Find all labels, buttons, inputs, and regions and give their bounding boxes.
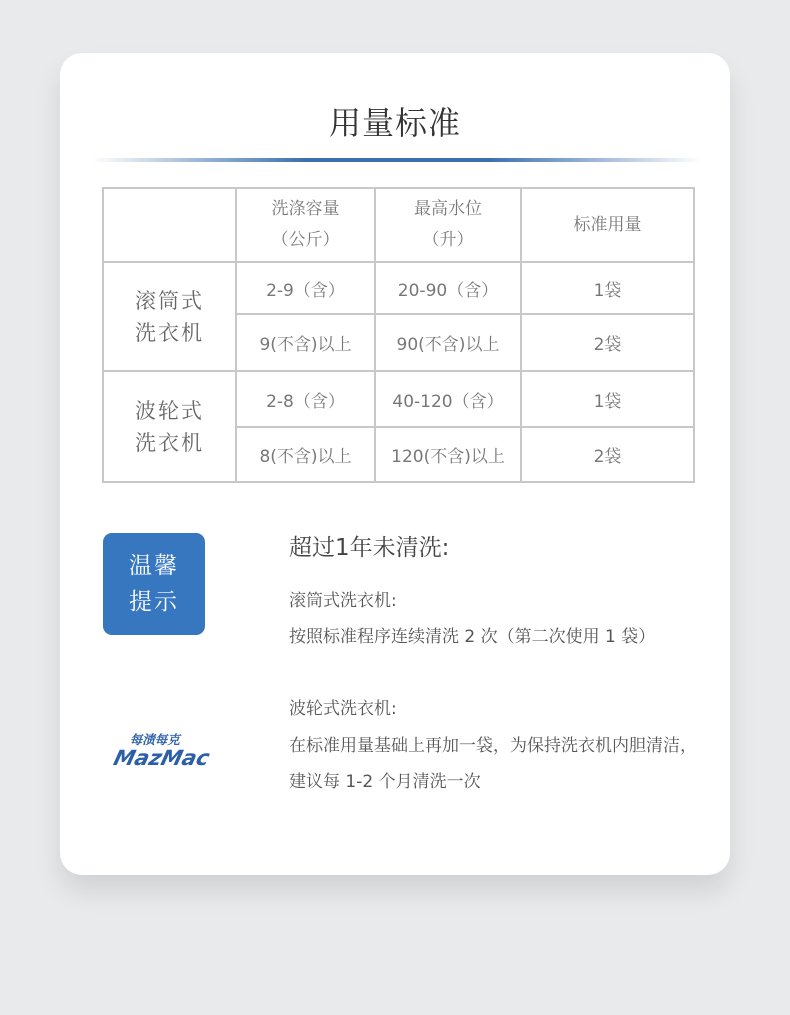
mazmac-logo [111,727,212,771]
row-group-drum [103,262,236,371]
wave-tip-text-line2: 建议每 1-2 个月清洗一次 [289,772,481,792]
header-capacity-unit: （公斤） [271,230,340,250]
header-water-line1: 最高水位 [414,199,482,219]
tip-badge-line2: 提示 [129,589,179,615]
cell-water: 20-90（含） [375,262,521,314]
cell-capacity: 8(不含)以上 [236,427,375,482]
header-water-unit: （升） [422,230,474,250]
cell-dose: 1袋 [521,371,694,427]
header-water-level [375,188,521,262]
table-row [103,371,694,427]
drum-tip-label: 滚筒式洗衣机: [289,591,397,611]
cell-dose: 2袋 [521,314,694,371]
usage-table [102,187,695,483]
header-dose-label: 标准用量 [573,214,642,235]
cell-dose: 1袋 [521,262,694,314]
wave-tip-label: 波轮式洗衣机: [289,699,397,719]
title-underline [92,158,702,162]
drum-label-line1: 滚筒式 [135,288,204,313]
page-title: 用量标准 [328,104,461,142]
tip-heading: 超过1年未清洗: [289,535,450,561]
logo-en-text: MazMac [111,746,212,771]
cell-water: 90(不含)以上 [375,314,521,371]
header-empty-cell [103,188,236,262]
row-group-wave [103,371,236,482]
cell-dose: 2袋 [521,427,694,482]
cell-capacity: 2-8（含） [236,371,375,427]
cell-capacity: 9(不含)以上 [236,314,375,371]
wave-tip-text-line1: 在标准用量基础上再加一袋，为保持洗衣机内胆清洁， [289,736,697,756]
drum-label-line2: 洗衣机 [135,320,204,345]
cell-capacity: 2-9（含） [236,262,375,314]
table-header-row [103,188,694,262]
header-capacity-line1: 洗涤容量 [271,199,340,219]
wave-label-line1: 波轮式 [135,398,204,423]
tip-badge-line1: 温馨 [129,553,179,579]
tip-badge [103,533,205,635]
drum-tip-text: 按照标准程序连续清洗 2 次（第二次使用 1 袋） [289,627,656,647]
cell-water: 120(不含)以上 [375,427,521,482]
table-row [103,262,694,314]
cell-water: 40-120（含） [375,371,521,427]
header-capacity [236,188,375,262]
header-dose [521,188,694,262]
logo-cn-text: 每渍每克 [129,732,183,747]
wave-label-line2: 洗衣机 [135,430,204,455]
